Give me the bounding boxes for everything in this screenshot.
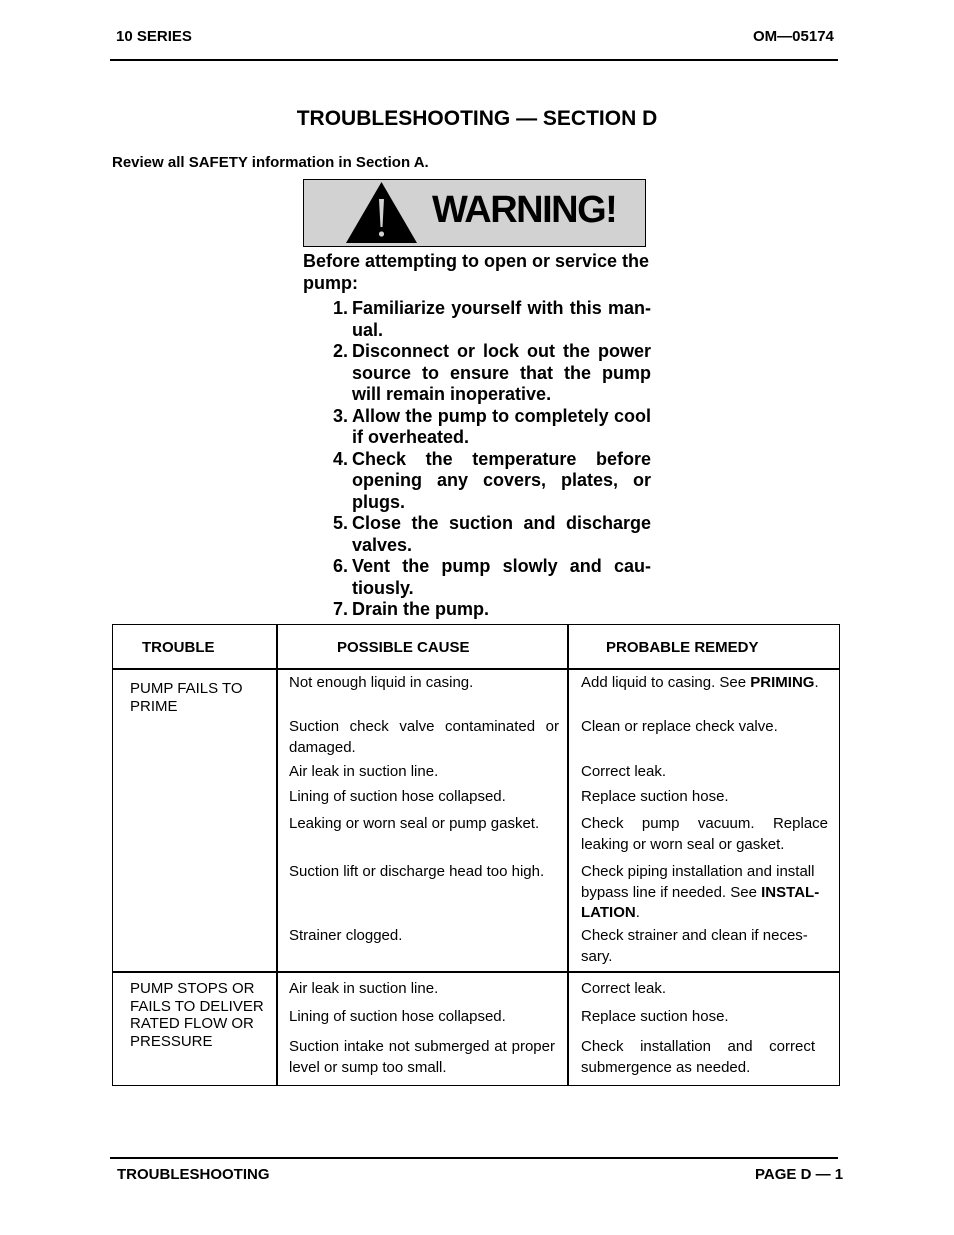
cause-cell: Not enough liquid in casing.	[289, 674, 474, 691]
step-number: 2.	[332, 341, 348, 361]
warning-step	[318, 341, 651, 406]
step-text: Drain the pump.	[352, 599, 490, 619]
safety-review-note: Review all SAFETY information in Section A.	[112, 154, 429, 171]
warning-intro: Before attempting to open or service the pump:	[303, 251, 650, 293]
header-doc-number: OM—05174	[753, 28, 834, 45]
cause-cell: Suction check valve contaminated or damaged.	[289, 718, 559, 756]
step-text: Close the suction and discharge valves.	[352, 513, 651, 555]
remedy-cell: Correct leak.	[581, 763, 667, 780]
remedy-cell: Replace suction hose.	[581, 1008, 729, 1025]
remedy-cell: Add liquid to casing. See PRIMING.	[581, 674, 819, 691]
warning-step	[318, 406, 651, 449]
remedy-cell: Check installation and correct submergence as needed.	[581, 1038, 815, 1076]
remedy-cell: Clean or replace check valve.	[581, 718, 778, 735]
step-text: Familiarize yourself with this man- ual.	[352, 298, 651, 340]
cause-cell: Lining of suction hose collapsed.	[289, 788, 506, 805]
page-title: TROUBLESHOOTING — SECTION D	[296, 107, 658, 130]
cause-cell: Strainer clogged.	[289, 927, 403, 944]
step-text: Allow the pump to completely cool if overheated.	[352, 405, 651, 447]
table-header-rule	[112, 668, 840, 670]
warning-step	[318, 599, 651, 621]
warning-triangle-icon	[345, 181, 418, 244]
column-header-remedy: PROBABLE REMEDY	[606, 639, 759, 656]
remedy-cell: Correct leak.	[581, 980, 667, 997]
step-number: 1.	[332, 298, 348, 318]
cause-cell: Suction intake not submerged at proper level or sump too small.	[289, 1038, 555, 1076]
remedy-cell: Check piping installation and install bypass line if needed. See INSTAL-LATION.	[581, 863, 820, 921]
header-rule	[110, 59, 838, 61]
step-text: Vent the pump slowly and cau- tiously.	[352, 556, 651, 598]
warning-step	[318, 298, 651, 341]
step-text: Check the temperature before opening any covers, plates, or plugs.	[352, 448, 651, 512]
step-number: 6.	[332, 556, 348, 576]
warning-steps-list	[318, 298, 651, 621]
cause-cell: Air leak in suction line.	[289, 763, 439, 780]
trouble-label: PUMP FAILS TO PRIME	[130, 680, 243, 715]
cause-cell: Leaking or worn seal or pump gasket.	[289, 815, 540, 832]
step-number: 3.	[332, 405, 348, 426]
remedy-cell: Check strainer and clean if neces-sary.	[581, 927, 808, 965]
warning-step	[318, 556, 651, 599]
remedy-cell: Replace suction hose.	[581, 788, 729, 805]
table-group-rule	[112, 971, 840, 973]
warning-label: WARNING!	[432, 189, 617, 231]
step-number: 4.	[332, 448, 348, 469]
cause-cell: Lining of suction hose collapsed.	[289, 1008, 506, 1025]
table-column-divider	[567, 624, 569, 1086]
table-column-divider	[276, 624, 278, 1086]
header-series: 10 SERIES	[116, 28, 192, 45]
footer-section: TROUBLESHOOTING	[117, 1166, 270, 1183]
trouble-label: PUMP STOPS OR FAILS TO DELIVER RATED FLOW OR PRESSURE	[130, 980, 264, 1050]
warning-step	[318, 513, 651, 556]
cause-cell: Suction lift or discharge head too high.	[289, 863, 545, 880]
cause-cell: Air leak in suction line.	[289, 980, 439, 997]
footer-page-number: PAGE D — 1	[755, 1166, 844, 1183]
column-header-trouble: TROUBLE	[142, 639, 215, 656]
remedy-cell: Check pump vacuum. Replace leaking or worn seal or gasket.	[581, 815, 828, 853]
step-number: 7.	[332, 599, 348, 619]
column-header-cause: POSSIBLE CAUSE	[337, 639, 470, 656]
warning-step	[318, 449, 651, 514]
step-text: Disconnect or lock out the power source to ensure that the pump will remain inoperative.	[352, 341, 651, 404]
footer-rule	[110, 1157, 838, 1159]
step-number: 5.	[332, 513, 348, 533]
